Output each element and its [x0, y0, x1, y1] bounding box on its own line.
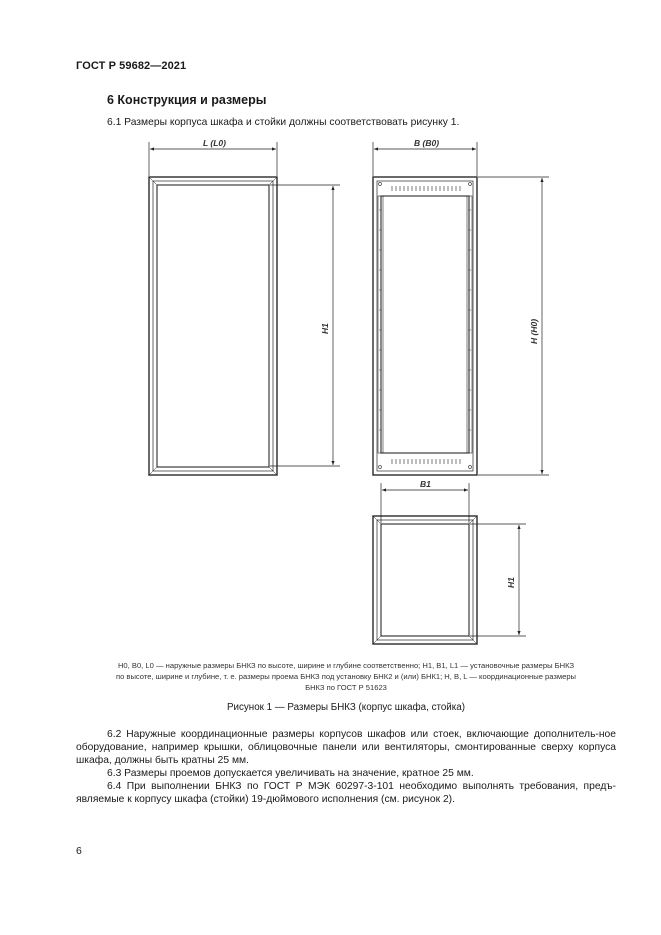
figure-legend [76, 660, 616, 693]
bottom-height-dimension [470, 524, 526, 636]
paragraph-6-1: 6.1 Размеры корпуса шкафа и стойки должны соответствовать рисунку 1. [107, 117, 460, 128]
legend-line-2: по высоте, ширине и глубине, т. е. размеры проема БНКЗ под установку БНК2 и (или) БНК1; H, B, L — координационные размеры [115, 672, 577, 681]
front-rail-holes [379, 210, 471, 430]
front-view-cabinet [373, 177, 477, 475]
bottom-width-label: B1 [420, 479, 431, 489]
bottom-width-dimension [381, 483, 469, 523]
bottom-height-label: H1 [506, 577, 516, 588]
paragraph-6-2: 6.2 Наружные координационные размеры корпусов шкафов или стоек, включающие дополнитель-ное оборудование, например крышки, облицовочные панели или вентиляторы, смонтированные сверху корпуса шкафа, должны быть кратны 25 мм. [76, 729, 616, 766]
page-number: 6 [76, 845, 82, 857]
side-view-cabinet [149, 177, 277, 475]
legend-line-1: H0, B0, L0 — наружные размеры БНКЗ по высоте, ширине и глубине соответственно; H1, B1, L1 — установочные размеры БНКЗ [117, 661, 575, 670]
front-width-label: B (B0) [414, 138, 440, 148]
paragraph-6-3: 6.3 Размеры проемов допускается увеличивать на значение, кратное 25 мм. [107, 768, 474, 779]
body-text [76, 728, 616, 806]
front-height-label: H (H0) [529, 318, 539, 344]
figure-caption: Рисунок 1 — Размеры БНКЗ (корпус шкафа, стойка) [227, 702, 465, 713]
front-view-perforations [379, 183, 472, 469]
side-height-label: H1 [320, 323, 330, 334]
paragraph-6-4: 6.4 При выполнении БНКЗ по ГОСТ Р МЭК 60297-3-101 необходимо выполнять требования, предъ-являемые к корпусу шкафа (стойки) 19-дюймового исполнения (см. рисунок 2). [76, 781, 616, 805]
section-title: 6 Конструкция и размеры [107, 93, 267, 107]
side-width-label: L (L0) [203, 138, 226, 148]
legend-line-3: БНКЗ по ГОСТ Р 51623 [305, 683, 387, 692]
standard-code: ГОСТ Р 59682—2021 [76, 60, 187, 72]
top-view-cabinet [373, 516, 477, 644]
